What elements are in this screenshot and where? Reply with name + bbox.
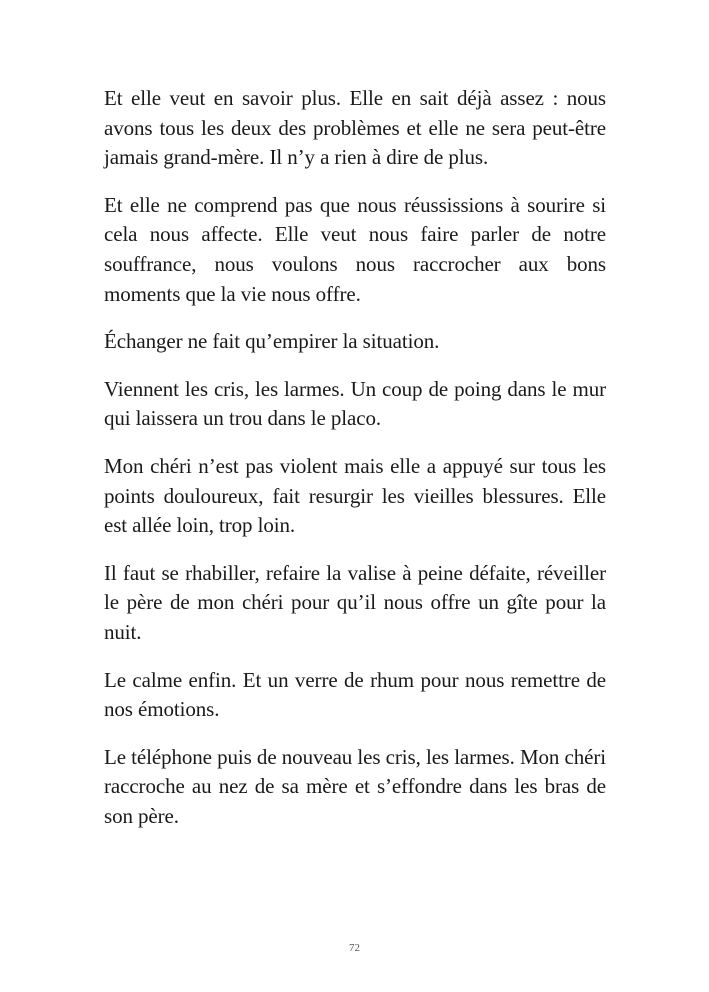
body-text	[104, 84, 606, 849]
paragraph-3: Échanger ne fait qu’empirer la situation.	[104, 329, 440, 354]
paragraph-4: Viennent les cris, les larmes. Un coup de poing dans le mur qui laissera un trou dans le placo.	[104, 376, 606, 431]
paragraph-8: Le téléphone puis de nouveau les cris, les larmes. Mon chéri raccroche au nez de sa mère et s’effondre dans les bras de son père.	[104, 744, 606, 828]
paragraph-6: Il faut se rhabiller, refaire la valise à peine défaite, réveiller le père de mon chéri pour qu’il nous offre un gîte pour la nuit.	[104, 560, 606, 644]
paragraph-2: Et elle ne comprend pas que nous réussissions à sourire si cela nous affecte. Elle veut nous faire parler de notre souffrance, nous voulons nous raccrocher aux bons moments que la vie nous offre.	[104, 192, 606, 306]
paragraph-7: Le calme enfin. Et un verre de rhum pour nous remettre de nos émotions.	[104, 667, 606, 722]
paragraph-1: Et elle veut en savoir plus. Elle en sait déjà assez : nous avons tous les deux des problèmes et elle ne sera peut-être jamais grand-mère. Il n’y a rien à dire de plus.	[104, 86, 606, 170]
paragraph-5: Mon chéri n’est pas violent mais elle a appuyé sur tous les points douloureux, fait resurgir les vieilles blessures. Elle est allée loin, trop loin.	[104, 453, 606, 538]
page-number: 72	[349, 942, 360, 954]
